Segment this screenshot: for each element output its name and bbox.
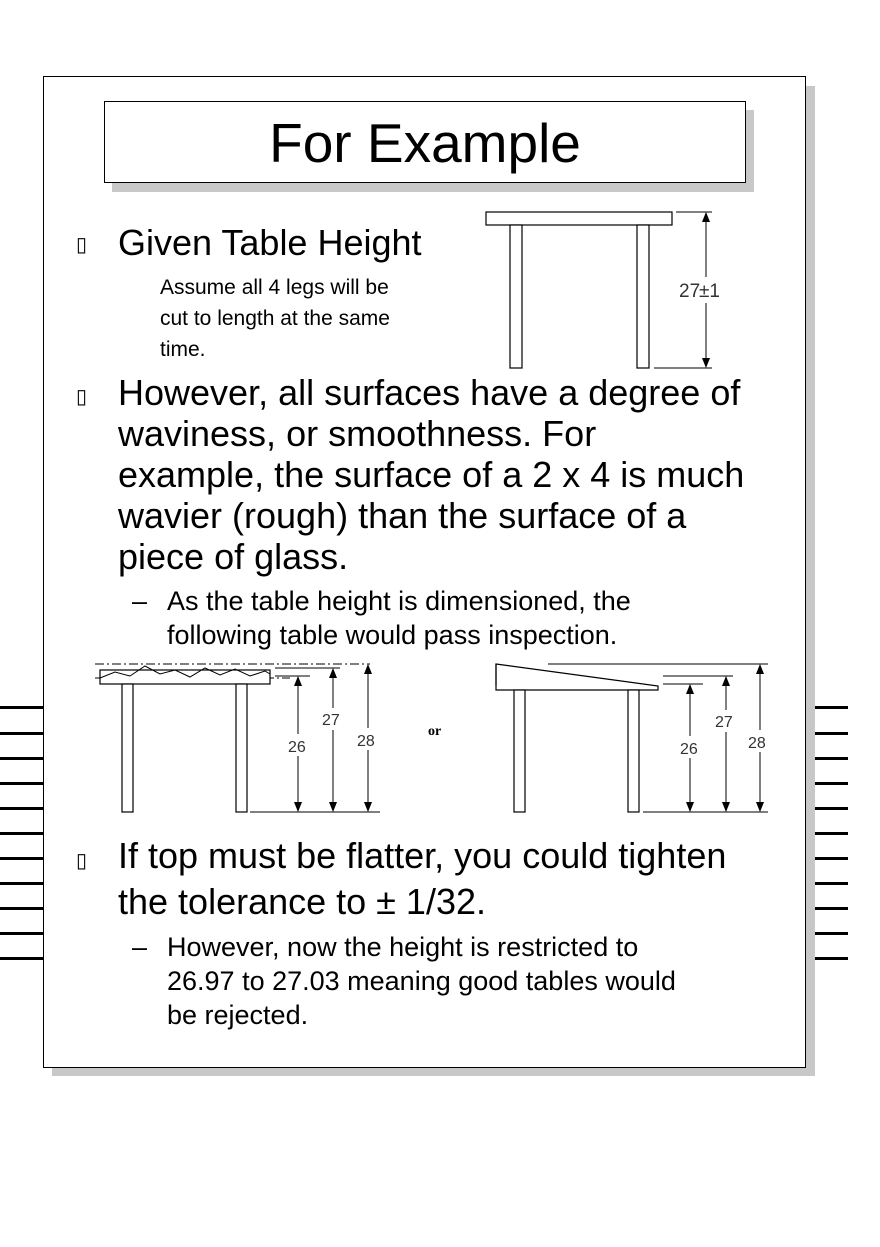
- bullet-2-line-2: waviness, or smoothness. For: [118, 413, 597, 454]
- bullet-2-sub-line-1: As the table height is dimensioned, the: [167, 586, 631, 616]
- bullet-3-sub-line-1: However, now the height is restricted to: [167, 932, 639, 962]
- bullet-2-sub-dash: –: [132, 586, 148, 616]
- bullet-marker-1: ▯: [76, 234, 88, 256]
- bullet-3-sub-line-3: be rejected.: [167, 1000, 309, 1030]
- bullet-2-sub-line-2: following table would pass inspection.: [167, 620, 618, 650]
- slanted-table-top: [496, 664, 658, 690]
- bullet-2-line-4: wavier (rough) than the surface of a: [118, 495, 687, 536]
- wavy-dim-27: 27: [322, 712, 340, 729]
- slant-dim-28: 28: [748, 735, 766, 752]
- bullet-1-note-line-3: time.: [160, 338, 206, 361]
- bullet-1-heading: Given Table Height: [118, 222, 422, 263]
- slant-dim-27: 27: [715, 714, 733, 731]
- wavy-table-top: [100, 670, 270, 684]
- bullet-1-note-line-1: Assume all 4 legs will be: [160, 276, 389, 299]
- height-dimension-label: 27: [679, 281, 701, 302]
- bullet-2-line-3: example, the surface of a 2 x 4 is much: [118, 454, 745, 495]
- table-leg-left: [510, 225, 522, 368]
- height-tolerance-label: ±1: [699, 281, 720, 302]
- table-top: [486, 212, 672, 225]
- slant-dim-26: 26: [680, 741, 698, 758]
- table-height-figure: [480, 205, 740, 375]
- bullet-3-sub-line-2: 26.97 to 27.03 meaning good tables would: [167, 966, 676, 996]
- slanted-table-figure: [488, 656, 778, 818]
- bullet-marker-2: ▯: [76, 386, 88, 408]
- bullet-2-line-1: However, all surfaces have a degree of: [118, 372, 741, 413]
- wavy-dim-28: 28: [357, 733, 375, 750]
- bullet-3-line-1: If top must be flatter, you could tighten: [118, 835, 727, 876]
- bullet-3-line-2: the tolerance to ± 1/32.: [118, 881, 486, 922]
- or-label: or: [428, 724, 442, 739]
- bullet-3-sub-dash: –: [132, 932, 148, 962]
- wavy-dim-26: 26: [288, 739, 306, 756]
- title-box: [104, 101, 746, 183]
- bullet-2-line-5: piece of glass.: [118, 536, 349, 577]
- page-title: For Example: [269, 112, 581, 174]
- bullet-marker-3: ▯: [76, 850, 88, 872]
- wavy-table-figure: [90, 656, 390, 818]
- bullet-1-note-line-2: cut to length at the same: [160, 307, 390, 330]
- table-leg-right: [637, 225, 649, 368]
